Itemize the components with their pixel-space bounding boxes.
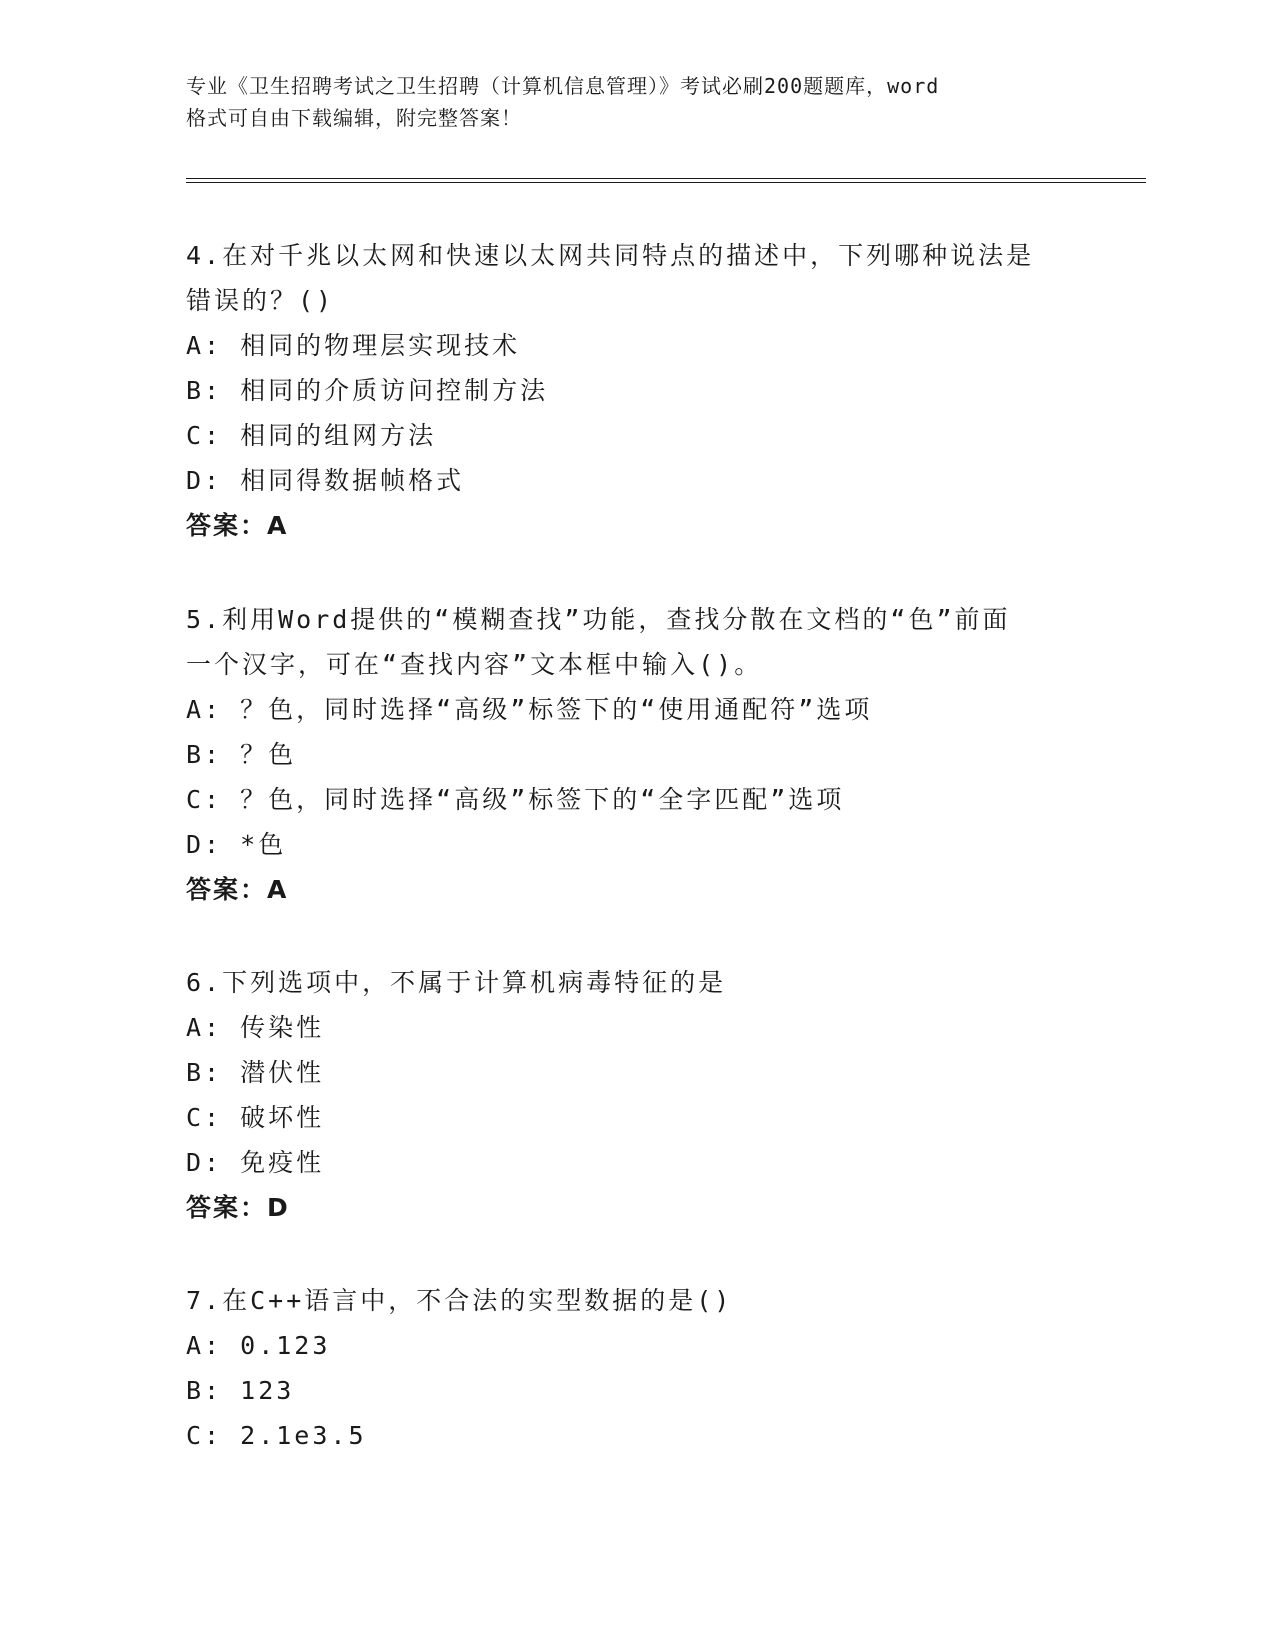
header-divider-top xyxy=(186,178,1146,179)
option-a: A: 传染性 xyxy=(186,1013,325,1042)
question-stem: 6.下列选项中，不属于计算机病毒特征的是 xyxy=(186,968,727,997)
question-4 xyxy=(186,233,1086,548)
header-line-2: 格式可自由下载编辑，附完整答案！ xyxy=(186,106,522,130)
header-line-1: 专业《卫生招聘考试之卫生招聘（计算机信息管理）》考试必刷200题题库，word xyxy=(186,74,940,98)
option-d: D: 免疫性 xyxy=(186,1148,325,1177)
document-header xyxy=(186,70,1086,134)
answer: 答案：A xyxy=(186,875,289,904)
header-divider-bottom xyxy=(186,182,1146,183)
option-a: A: ？色，同时选择“高级”标签下的“使用通配符”选项 xyxy=(186,695,873,724)
answer: 答案：A xyxy=(186,511,289,540)
option-c: C: ？色，同时选择“高级”标签下的“全字匹配”选项 xyxy=(186,785,845,814)
question-6 xyxy=(186,960,1086,1230)
option-d: D: 相同得数据帧格式 xyxy=(186,466,465,495)
option-c: C: 相同的组网方法 xyxy=(186,421,437,450)
option-b: B: 潜伏性 xyxy=(186,1058,325,1087)
question-stem: 4.在对千兆以太网和快速以太网共同特点的描述中，下列哪种说法是 xyxy=(186,241,1035,270)
question-stem: 7.在C++语言中，不合法的实型数据的是() xyxy=(186,1286,733,1315)
option-b: B: ？色 xyxy=(186,740,297,769)
question-stem-continued: 一个汉字，可在“查找内容”文本框中输入()。 xyxy=(186,650,763,679)
option-c: C: 破坏性 xyxy=(186,1103,325,1132)
option-a: A: 相同的物理层实现技术 xyxy=(186,331,521,360)
question-7 xyxy=(186,1278,1086,1458)
option-c: C: 2.1e3.5 xyxy=(186,1421,367,1450)
question-stem: 5.利用Word提供的“模糊查找”功能，查找分散在文档的“色”前面 xyxy=(186,605,1011,634)
question-5 xyxy=(186,597,1086,912)
answer: 答案：D xyxy=(186,1193,290,1222)
option-b: B: 123 xyxy=(186,1376,295,1405)
question-stem-continued: 错误的？() xyxy=(186,286,335,315)
option-b: B: 相同的介质访问控制方法 xyxy=(186,376,549,405)
option-d: D: *色 xyxy=(186,830,287,859)
option-a: A: 0.123 xyxy=(186,1331,331,1360)
